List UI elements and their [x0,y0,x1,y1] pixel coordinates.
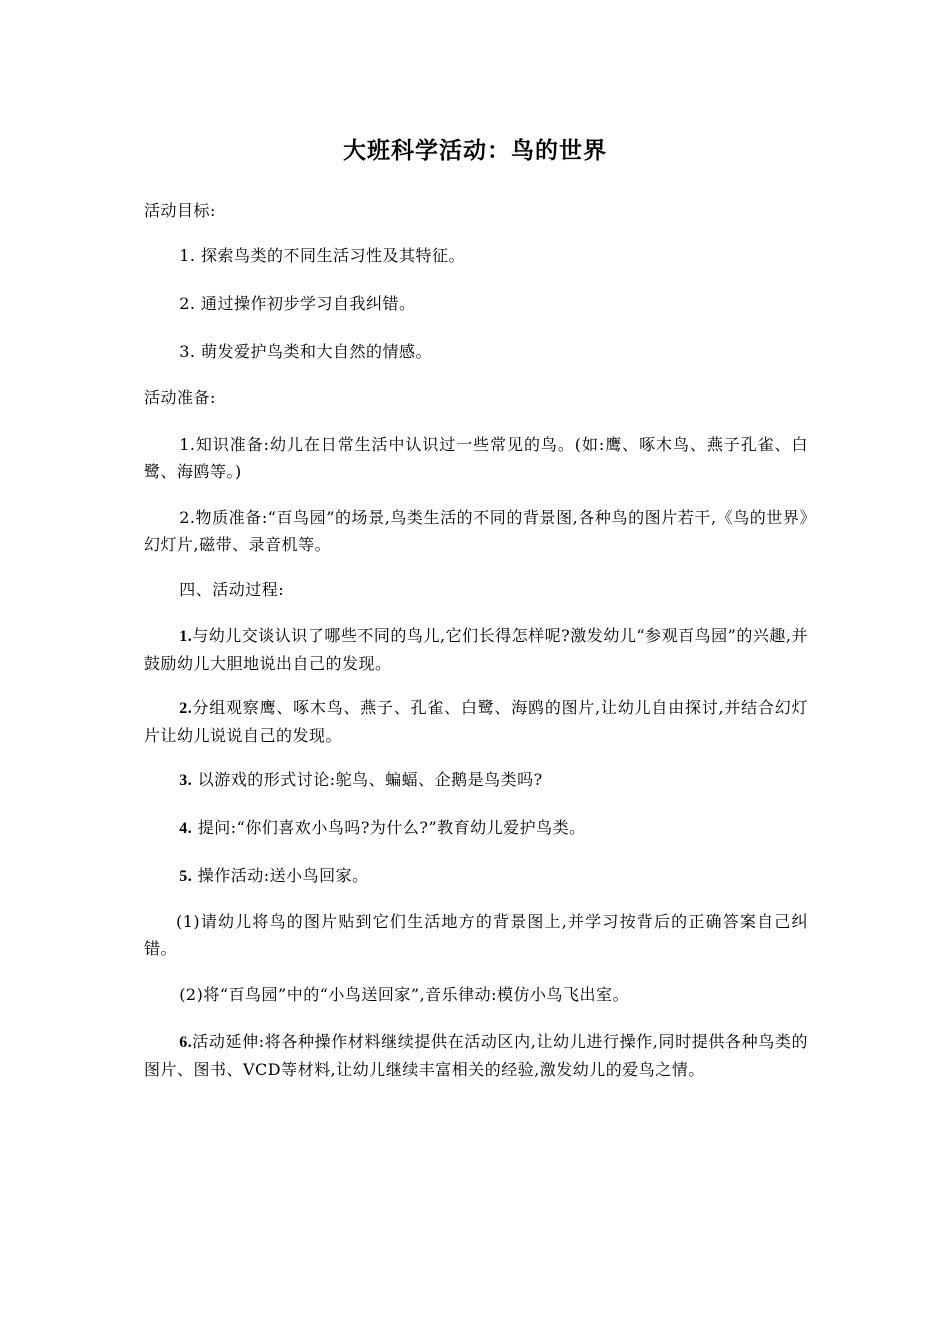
prep-heading: 活动准备: [144,388,216,407]
process-item [144,814,808,842]
process-item-number: 1. [179,628,193,645]
process-item-text: 与幼儿交谈认识了哪些不同的鸟儿,它们长得怎样呢?激发幼儿“参观百鸟园”的兴趣,并鼓励幼儿大胆地说出自己的发现。 [144,626,808,673]
process-item [144,694,808,749]
process-item-text: 提问:“你们喜欢小鸟吗?为什么?”教育幼儿爱护鸟类。 [192,818,586,837]
process-item-number: 5. [179,868,193,885]
prep-item: 1.知识准备:幼儿在日常生活中认识过一些常见的鸟。(如:鹰、啄木鸟、燕子孔雀、白鹭、海鸥等。) [144,435,808,481]
process-item-text: 操作活动:送小鸟回家。 [192,866,369,885]
extension-number: 6. [179,1034,193,1051]
extension-text: 活动延伸:将各种操作材料继续提供在活动区内,让幼儿进行操作,同时提供各种鸟类的图片、图书、VCD等材料,让幼儿继续丰富相关的经验,激发幼儿的爱鸟之情。 [144,1032,808,1079]
process-item-number: 4. [179,820,193,837]
process-item [144,862,808,890]
process-item [144,622,808,677]
process-heading: 四、活动过程: [179,580,285,599]
process-item-text: 以游戏的形式讨论:鸵鸟、蝙蝠、企鹅是鸟类吗? [192,770,543,789]
goals-heading: 活动目标: [144,201,216,220]
process-item [144,766,808,794]
extension-item [144,1028,808,1083]
goal-item: 1. 探索鸟类的不同生活习性及其特征。 [179,246,466,265]
goal-item: 2. 通过操作初步学习自我纠错。 [179,294,416,313]
prep-item: 2.物质准备:“百鸟园”的场景,鸟类生活的不同的背景图,各种鸟的图片若干,《鸟的世界》幻灯片,磁带、录音机等。 [144,508,808,554]
sub-item: (1)请幼儿将鸟的图片贴到它们生活地方的背景图上,并学习按背后的正确答案自己纠错。 [144,912,808,958]
process-item-number: 3. [179,772,193,789]
process-item-text: 分组观察鹰、啄木鸟、燕子、孔雀、白鹭、海鸥的图片,让幼儿自由探讨,并结合幻灯片让幼儿说说自己的发现。 [144,698,808,745]
process-item-number: 2. [179,700,193,717]
page-title: 大班科学活动：鸟的世界 [343,138,607,164]
sub-item: (2)将“百鸟园”中的“小鸟送回家”,音乐律动:模仿小鸟飞出室。 [179,985,630,1004]
goal-item: 3. 萌发爱护鸟类和大自然的情感。 [179,342,433,361]
